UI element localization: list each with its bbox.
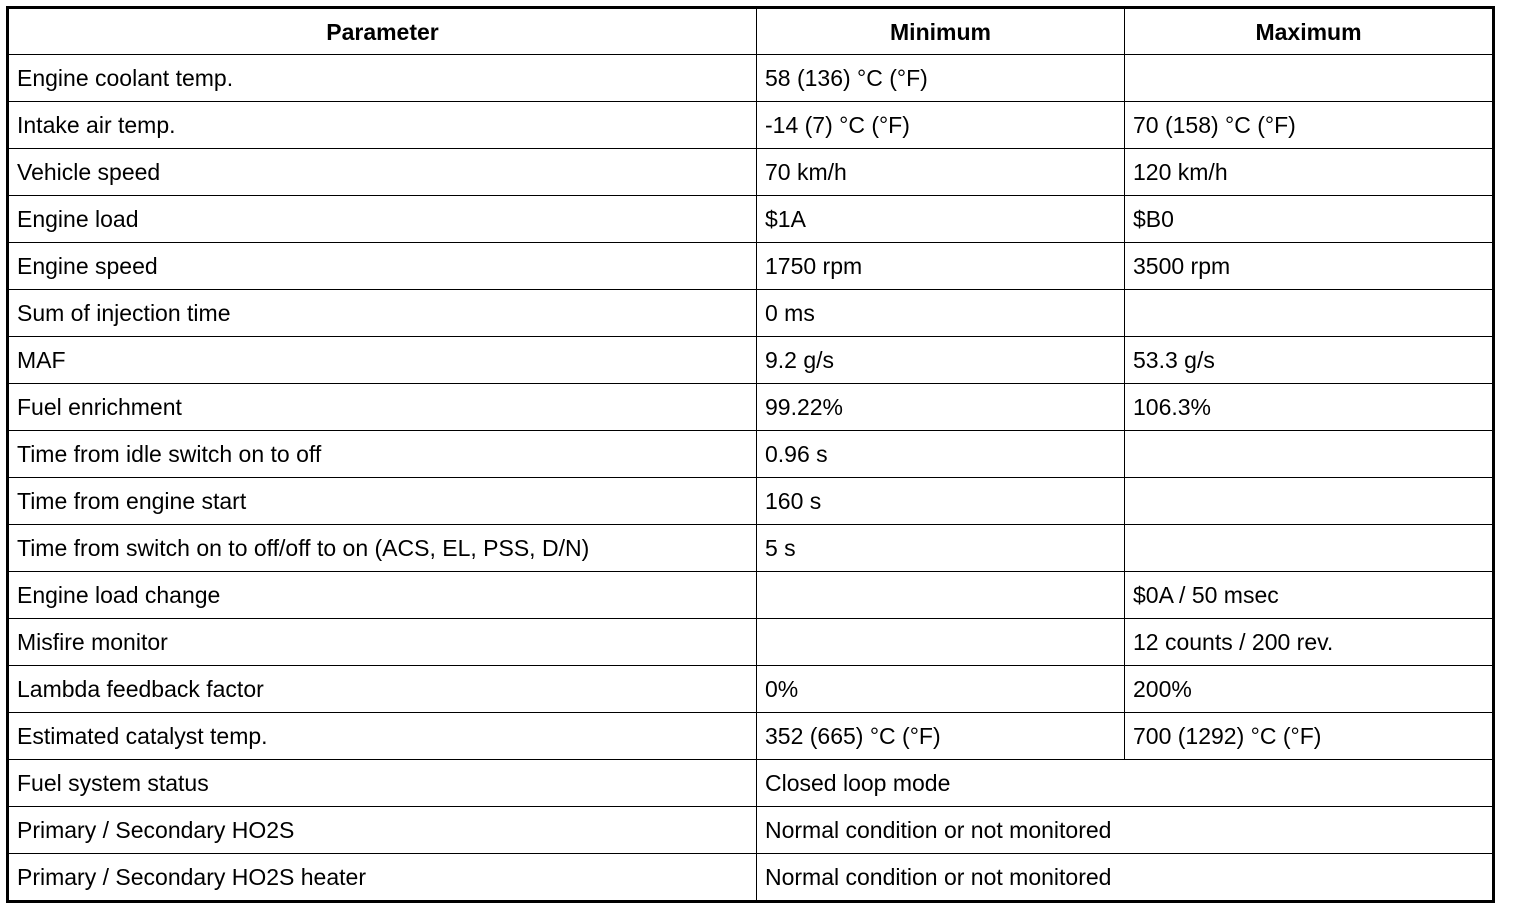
table-row bbox=[8, 290, 1494, 337]
table-row bbox=[8, 431, 1494, 478]
parameter-cell: Engine load change bbox=[8, 572, 757, 619]
parameter-cell: Time from switch on to off/off to on (ACS, EL, PSS, D/N) bbox=[8, 525, 757, 572]
parameter-cell: Lambda feedback factor bbox=[8, 666, 757, 713]
parameter-cell: Sum of injection time bbox=[8, 290, 757, 337]
parameter-cell: Vehicle speed bbox=[8, 149, 757, 196]
minimum-cell: 0 ms bbox=[757, 290, 1125, 337]
maximum-cell: 3500 rpm bbox=[1125, 243, 1494, 290]
maximum-cell bbox=[1125, 290, 1494, 337]
maximum-cell: 70 (158) °C (°F) bbox=[1125, 102, 1494, 149]
parameter-cell: Engine load bbox=[8, 196, 757, 243]
minimum-cell: 58 (136) °C (°F) bbox=[757, 55, 1125, 102]
minimum-cell bbox=[757, 619, 1125, 666]
parameter-cell: Fuel enrichment bbox=[8, 384, 757, 431]
parameter-cell: Misfire monitor bbox=[8, 619, 757, 666]
parameter-cell: Intake air temp. bbox=[8, 102, 757, 149]
minimum-cell: 1750 rpm bbox=[757, 243, 1125, 290]
maximum-cell bbox=[1125, 525, 1494, 572]
merged-value-cell: Normal condition or not monitored bbox=[757, 807, 1494, 854]
table-row bbox=[8, 478, 1494, 525]
maximum-cell bbox=[1125, 431, 1494, 478]
table-row bbox=[8, 102, 1494, 149]
maximum-cell bbox=[1125, 478, 1494, 525]
table-row bbox=[8, 243, 1494, 290]
maximum-cell: 12 counts / 200 rev. bbox=[1125, 619, 1494, 666]
minimum-cell: 160 s bbox=[757, 478, 1125, 525]
minimum-cell bbox=[757, 572, 1125, 619]
parameter-cell: Engine coolant temp. bbox=[8, 55, 757, 102]
table-row bbox=[8, 666, 1494, 713]
parameter-cell: Primary / Secondary HO2S heater bbox=[8, 854, 757, 902]
maximum-cell bbox=[1125, 55, 1494, 102]
table-row bbox=[8, 196, 1494, 243]
table-row bbox=[8, 713, 1494, 760]
minimum-cell: 352 (665) °C (°F) bbox=[757, 713, 1125, 760]
table-row-merged bbox=[8, 854, 1494, 902]
minimum-cell: $1A bbox=[757, 196, 1125, 243]
parameter-cell: MAF bbox=[8, 337, 757, 384]
table-header-row bbox=[8, 8, 1494, 55]
conditions-table bbox=[6, 6, 1495, 903]
table-row bbox=[8, 384, 1494, 431]
minimum-cell: -14 (7) °C (°F) bbox=[757, 102, 1125, 149]
table-row bbox=[8, 55, 1494, 102]
maximum-cell: 200% bbox=[1125, 666, 1494, 713]
parameter-cell: Time from idle switch on to off bbox=[8, 431, 757, 478]
parameter-cell: Time from engine start bbox=[8, 478, 757, 525]
maximum-cell: $B0 bbox=[1125, 196, 1494, 243]
parameter-cell: Primary / Secondary HO2S bbox=[8, 807, 757, 854]
header-parameter: Parameter bbox=[8, 8, 757, 55]
maximum-cell: 53.3 g/s bbox=[1125, 337, 1494, 384]
minimum-cell: 9.2 g/s bbox=[757, 337, 1125, 384]
minimum-cell: 99.22% bbox=[757, 384, 1125, 431]
minimum-cell: 0% bbox=[757, 666, 1125, 713]
maximum-cell: 700 (1292) °C (°F) bbox=[1125, 713, 1494, 760]
minimum-cell: 70 km/h bbox=[757, 149, 1125, 196]
table-row bbox=[8, 619, 1494, 666]
parameter-cell: Engine speed bbox=[8, 243, 757, 290]
table-row bbox=[8, 525, 1494, 572]
maximum-cell: $0A / 50 msec bbox=[1125, 572, 1494, 619]
table-row bbox=[8, 337, 1494, 384]
minimum-cell: 0.96 s bbox=[757, 431, 1125, 478]
table-row-merged bbox=[8, 760, 1494, 807]
parameter-cell: Estimated catalyst temp. bbox=[8, 713, 757, 760]
table-row-merged bbox=[8, 807, 1494, 854]
parameter-cell: Fuel system status bbox=[8, 760, 757, 807]
header-maximum: Maximum bbox=[1125, 8, 1494, 55]
maximum-cell: 106.3% bbox=[1125, 384, 1494, 431]
merged-value-cell: Normal condition or not monitored bbox=[757, 854, 1494, 902]
maximum-cell: 120 km/h bbox=[1125, 149, 1494, 196]
table-row bbox=[8, 149, 1494, 196]
minimum-cell: 5 s bbox=[757, 525, 1125, 572]
header-minimum: Minimum bbox=[757, 8, 1125, 55]
table-row bbox=[8, 572, 1494, 619]
merged-value-cell: Closed loop mode bbox=[757, 760, 1494, 807]
